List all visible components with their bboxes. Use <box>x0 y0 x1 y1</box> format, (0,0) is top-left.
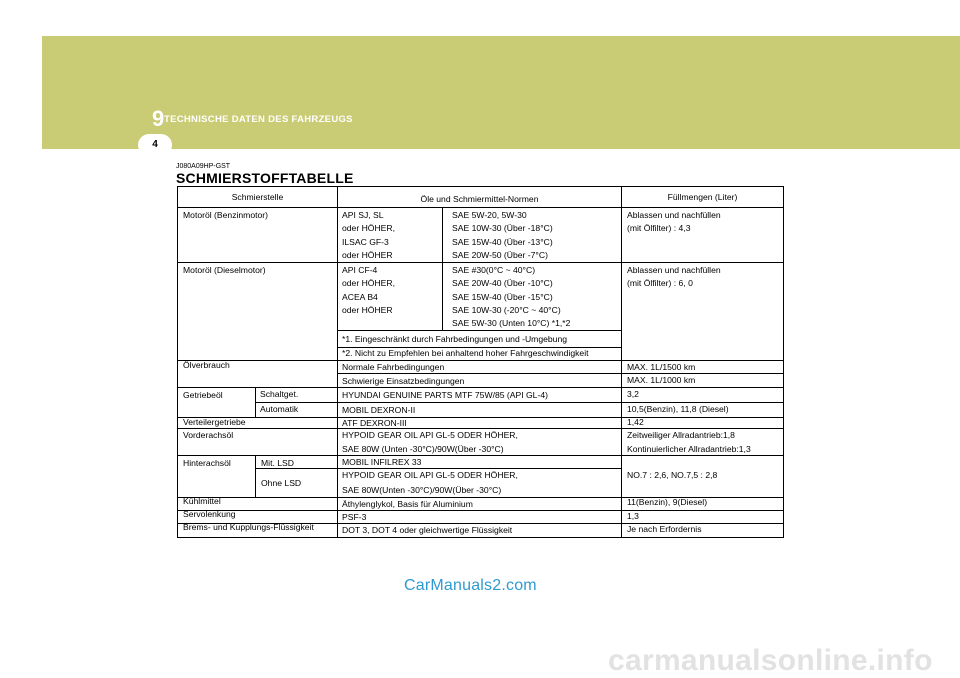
brake-clutch-capacity: Je nach Erfordernis <box>627 523 702 534</box>
transmission-automatic: Automatik <box>260 403 299 414</box>
transmission-automatic-capacity: 10,5(Benzin), 11,8 (Diesel) <box>627 404 729 414</box>
oil-consumption-normal-capacity: MAX. 1L/1500 km <box>627 361 696 372</box>
header-rule <box>178 207 783 208</box>
rear-axle-no-lsd: Ohne LSD <box>261 478 302 488</box>
lubricant-table <box>177 186 784 538</box>
coolant-standard: Äthylenglykol, Basis für Aluminium <box>342 498 473 509</box>
spec-divider <box>442 207 443 330</box>
rear-axle-capacity: NO.7 : 2,6, NO.7,5 : 2,8 <box>627 470 718 480</box>
petrol-spec-4: oder HÖHER <box>342 249 393 260</box>
diesel-viscosity-5: SAE 5W-30 (Unten 10°C) *1,*2 <box>452 318 571 329</box>
col-divider-2 <box>621 187 622 537</box>
diesel-engine-label: Motoröl (Dieselmotor) <box>183 265 266 275</box>
rear-axle-lsd: Mit. LSD <box>261 458 294 468</box>
header-capacity: Füllmengen (Liter) <box>667 192 738 202</box>
row-rule <box>178 417 783 418</box>
brake-clutch-label: Brems- und Kupplungs-Flüssigkeit <box>183 522 314 532</box>
petrol-spec-2: oder HÖHER, <box>342 223 396 234</box>
front-axle-label: Vorderachsöl <box>183 429 234 440</box>
watermark-link[interactable]: CarManuals2.com <box>404 577 537 594</box>
transmission-manual: Schaltget. <box>260 389 299 399</box>
rear-axle-label: Hinterachsöl <box>183 457 231 468</box>
petrol-capacity-1: Ablassen und nachfüllen <box>627 210 721 220</box>
petrol-spec-1: API SJ, SL <box>342 210 384 220</box>
coolant-capacity: 11(Benzin), 9(Diesel) <box>627 497 708 507</box>
diesel-capacity-2: (mit Ölfilter) : 6, 0 <box>627 278 693 289</box>
transfer-case-standard: ATF DEXRON-III <box>342 418 407 428</box>
section-code: J080A09HP-GST <box>176 163 231 170</box>
oil-consumption-label: Ölverbrauch <box>183 360 230 370</box>
row-rule <box>178 510 783 511</box>
front-axle-standard-1: HYPOID GEAR OIL API GL-5 ODER HÖHER, <box>342 430 518 440</box>
front-axle-standard-2: SAE 80W (Unten -30°C)/90W(Über -30°C) <box>342 444 504 454</box>
header-standards: Öle und Schmiermittel-Normen <box>420 194 539 204</box>
diesel-viscosity-2: SAE 20W-40 (Über -10°C) <box>452 278 553 289</box>
page-number: 4 <box>152 139 158 150</box>
diesel-spec-4: oder HÖHER <box>342 304 393 315</box>
rear-axle-lsd-standard: MOBIL INFILREX 33 <box>342 456 422 467</box>
petrol-viscosity-3: SAE 15W-40 (Über -13°C) <box>452 236 553 247</box>
footer-watermark: carmanualsonline.info <box>608 644 933 677</box>
coolant-label: Kühlmittel <box>183 496 221 506</box>
diesel-viscosity-3: SAE 15W-40 (Über -15°C) <box>452 291 553 302</box>
oil-consumption-severe: Schwierige Einsatzbedingungen <box>342 375 465 386</box>
diesel-spec-1: API CF-4 <box>342 265 378 275</box>
header-band <box>42 36 960 149</box>
oil-consumption-severe-capacity: MAX. 1L/1000 km <box>627 374 696 385</box>
power-steering-capacity: 1,3 <box>627 510 639 521</box>
footnote-1: *1. Eingeschränkt durch Fahrbedingungen und -Umgebung <box>342 333 568 344</box>
footnote-2: *2. Nicht zu Empfehlen bei anhaltend hoher Fahrgeschwindigkeit <box>342 348 589 358</box>
petrol-capacity-2: (mit Ölfilter) : 4,3 <box>627 223 691 234</box>
transmission-label: Getriebeöl <box>183 389 223 400</box>
diesel-spec-3: ACEA B4 <box>342 291 378 302</box>
rear-axle-no-lsd-standard-2: SAE 80W(Unten -30°C)/90W(Über -30°C) <box>342 484 502 495</box>
petrol-viscosity-4: SAE 20W-50 (Über -7°C) <box>452 249 548 260</box>
diesel-capacity-1: Ablassen und nachfüllen <box>627 265 721 275</box>
front-axle-capacity-2: Kontinuierlicher Allradantrieb:1,3 <box>627 443 751 454</box>
brake-clutch-standard: DOT 3, DOT 4 oder gleichwertige Flüssigkeit <box>342 524 513 535</box>
rear-axle-sub-divider <box>255 455 256 497</box>
chapter-title: TECHNISCHE DATEN DES FAHRZEUGS <box>164 114 353 125</box>
diesel-viscosity-4: SAE 10W-30 (-20°C ~ 40°C) <box>452 304 561 315</box>
transmission-automatic-standard: MOBIL DEXRON-II <box>342 404 416 415</box>
petrol-viscosity-1: SAE 5W-20, 5W-30 <box>452 210 527 220</box>
section-title: SCHMIERSTOFFTABELLE <box>176 170 354 186</box>
rear-axle-no-lsd-standard-1: HYPOID GEAR OIL API GL-5 ODER HÖHER, <box>342 470 518 480</box>
header-lubrication-point: Schmierstelle <box>231 192 284 202</box>
chapter-number: 9 <box>152 106 165 131</box>
front-axle-capacity-1: Zeitweiliger Allradantrieb:1,8 <box>627 430 735 440</box>
power-steering-label: Servolenkung <box>183 509 236 519</box>
transmission-manual-standard: HYUNDAI GENUINE PARTS MTF 75W/85 (API GL-4) <box>342 390 548 400</box>
transfer-case-capacity: 1,42 <box>627 417 644 427</box>
transmission-manual-capacity: 3,2 <box>627 389 639 399</box>
transfer-case-label: Verteilergetriebe <box>183 416 246 427</box>
petrol-spec-3: ILSAC GF-3 <box>342 236 389 247</box>
diesel-viscosity-1: SAE #30(0°C ~ 40°C) <box>452 265 536 275</box>
power-steering-standard: PSF-3 <box>342 511 367 522</box>
petrol-viscosity-2: SAE 10W-30 (Über -18°C) <box>452 223 553 234</box>
oil-consumption-normal: Normale Fahrbedingungen <box>342 362 445 372</box>
diesel-spec-2: oder HÖHER, <box>342 278 396 289</box>
petrol-engine-label: Motoröl (Benzinmotor) <box>183 210 269 220</box>
col-divider-1 <box>337 187 338 537</box>
